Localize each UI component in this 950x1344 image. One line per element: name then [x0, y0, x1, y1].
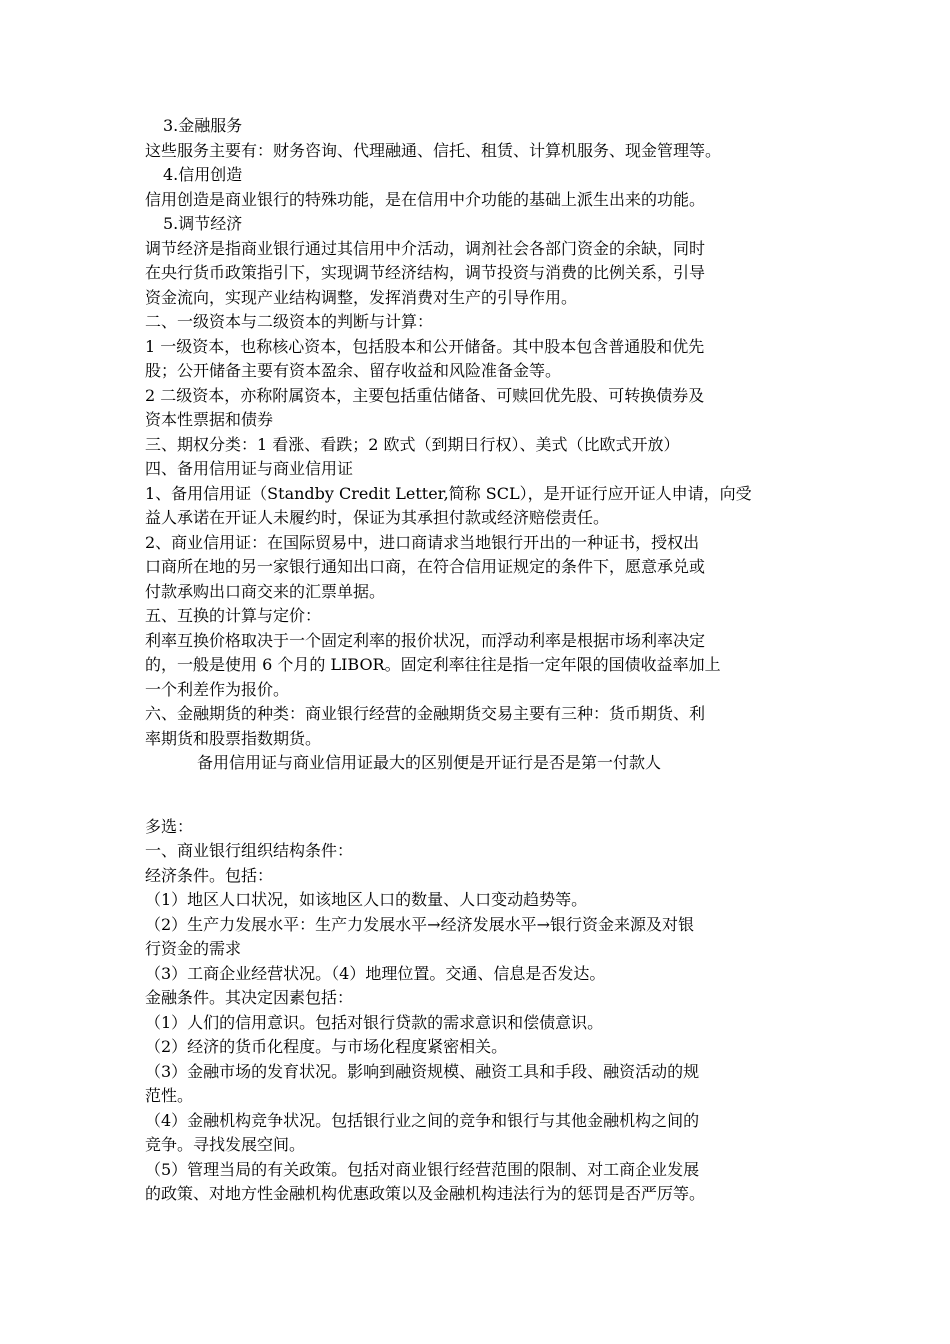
list-item: （2）生产力发展水平：生产力发展水平→经济发展水平→银行资金来源及对银: [145, 914, 694, 934]
section-heading-options: 三、期权分类：1 看涨、看跌；2 欧式（到期日行权）、美式（比欧式开放）: [145, 434, 680, 454]
text-line: 资本性票据和债券: [145, 410, 274, 429]
list-item: （4）金融机构竞争状况。包括银行业之间的竞争和银行与其他金融机构之间的: [145, 1110, 700, 1130]
list-item: （5）管理当局的有关政策。包括对商业银行经营范围的限制、对工商企业发展: [145, 1159, 700, 1179]
heading-financial-services: 3.金融服务: [163, 116, 243, 135]
text-line: 这些服务主要有：财务咨询、代理融通、信托、租赁、计算机服务、现金管理等。: [145, 140, 722, 160]
list-item: （3）工商企业经营状况。（4）地理位置。交通、信息是否发达。: [145, 963, 606, 983]
text-line: 资金流向，实现产业结构调整，发挥消费对生产的引导作用。: [145, 287, 578, 307]
note-line: 备用信用证与商业信用证最大的区别便是开证行是否是第一付款人: [197, 753, 662, 772]
text-line: 利率互换价格取决于一个固定利率的报价状况，而浮动利率是根据市场利率决定: [145, 630, 706, 650]
text-line: 付款承购出口商交来的汇票单据。: [145, 581, 386, 601]
subheading-financial-conditions: 金融条件。其决定因素包括：: [145, 988, 354, 1007]
text-line: 竞争。寻找发展空间。: [145, 1135, 306, 1154]
section-heading-swaps: 五、互换的计算与定价：: [145, 606, 322, 625]
section-heading-futures: 六、金融期货的种类：商业银行经营的金融期货交易主要有三种：货币期货、利: [145, 704, 706, 723]
section-heading-org-structure: 一、商业银行组织结构条件：: [145, 841, 354, 860]
text-line: 2 二级资本，亦称附属资本，主要包括重估储备、可赎回优先股、可转换债券及: [145, 385, 705, 405]
subheading-economic-conditions: 经济条件。包括：: [145, 865, 274, 885]
text-line: 1 一级资本，也称核心资本，包括股本和公开储备。其中股本包含普通股和优先: [145, 336, 705, 356]
heading-economic-regulation: 5.调节经济: [163, 214, 243, 233]
text-line: 信用创造是商业银行的特殊功能，是在信用中介功能的基础上派生出来的功能。: [145, 189, 706, 209]
list-item: （1）地区人口状况，如该地区人口的数量、人口变动趋势等。: [145, 890, 588, 909]
text-line: 行资金的需求: [145, 939, 242, 958]
list-item: （2）经济的货币化程度。与市场化程度紧密相关。: [145, 1037, 508, 1056]
text-line: 在央行货币政策指引下，实现调节经济结构，调节投资与消费的比例关系，引导: [145, 263, 706, 282]
list-item: （3）金融市场的发育状况。影响到融资规模、融资工具和手段、融资活动的规: [145, 1061, 700, 1081]
heading-credit-creation: 4.信用创造: [163, 165, 243, 184]
text-line: 2、商业信用证：在国际贸易中，进口商请求当地银行开出的一种证书，授权出: [145, 532, 700, 552]
text-line: 的政策、对地方性金融机构优惠政策以及金融机构违法行为的惩罚是否严厉等。: [145, 1184, 706, 1203]
text-line: 1、备用信用证（Standby Credit Letter,简称 SCL），是开证行应开证人申请，向受: [145, 483, 752, 503]
text-line: 口商所在地的另一家银行通知出口商，在符合信用证规定的条件下，愿意承兑或: [145, 557, 706, 576]
list-item: （1）人们的信用意识。包括对银行贷款的需求意识和偿债意识。: [145, 1012, 604, 1032]
section-heading-capital: 二、一级资本与二级资本的判断与计算：: [145, 312, 434, 331]
text-line: 股；公开储备主要有资本盈余、留存收益和风险准备金等。: [145, 361, 562, 380]
text-line: 一个利差作为报价。: [145, 679, 290, 699]
text-line: 益人承诺在开证人未履约时，保证为其承担付款或经济赔偿责任。: [145, 508, 610, 527]
section-heading-multiple-choice: 多选：: [145, 816, 194, 836]
text-line: 调节经济是指商业银行通过其信用中介活动，调剂社会各部门资金的余缺，同时: [145, 238, 706, 258]
text-line: 率期货和股票指数期货。: [145, 728, 322, 748]
text-line: 的，一般是使用 6 个月的 LIBOR。固定利率往往是指一定年限的国债收益率加上: [145, 655, 721, 674]
text-line: 范性。: [145, 1086, 194, 1105]
section-heading-letters-of-credit: 四、备用信用证与商业信用证: [145, 459, 354, 478]
blank-spacer: [145, 776, 810, 815]
